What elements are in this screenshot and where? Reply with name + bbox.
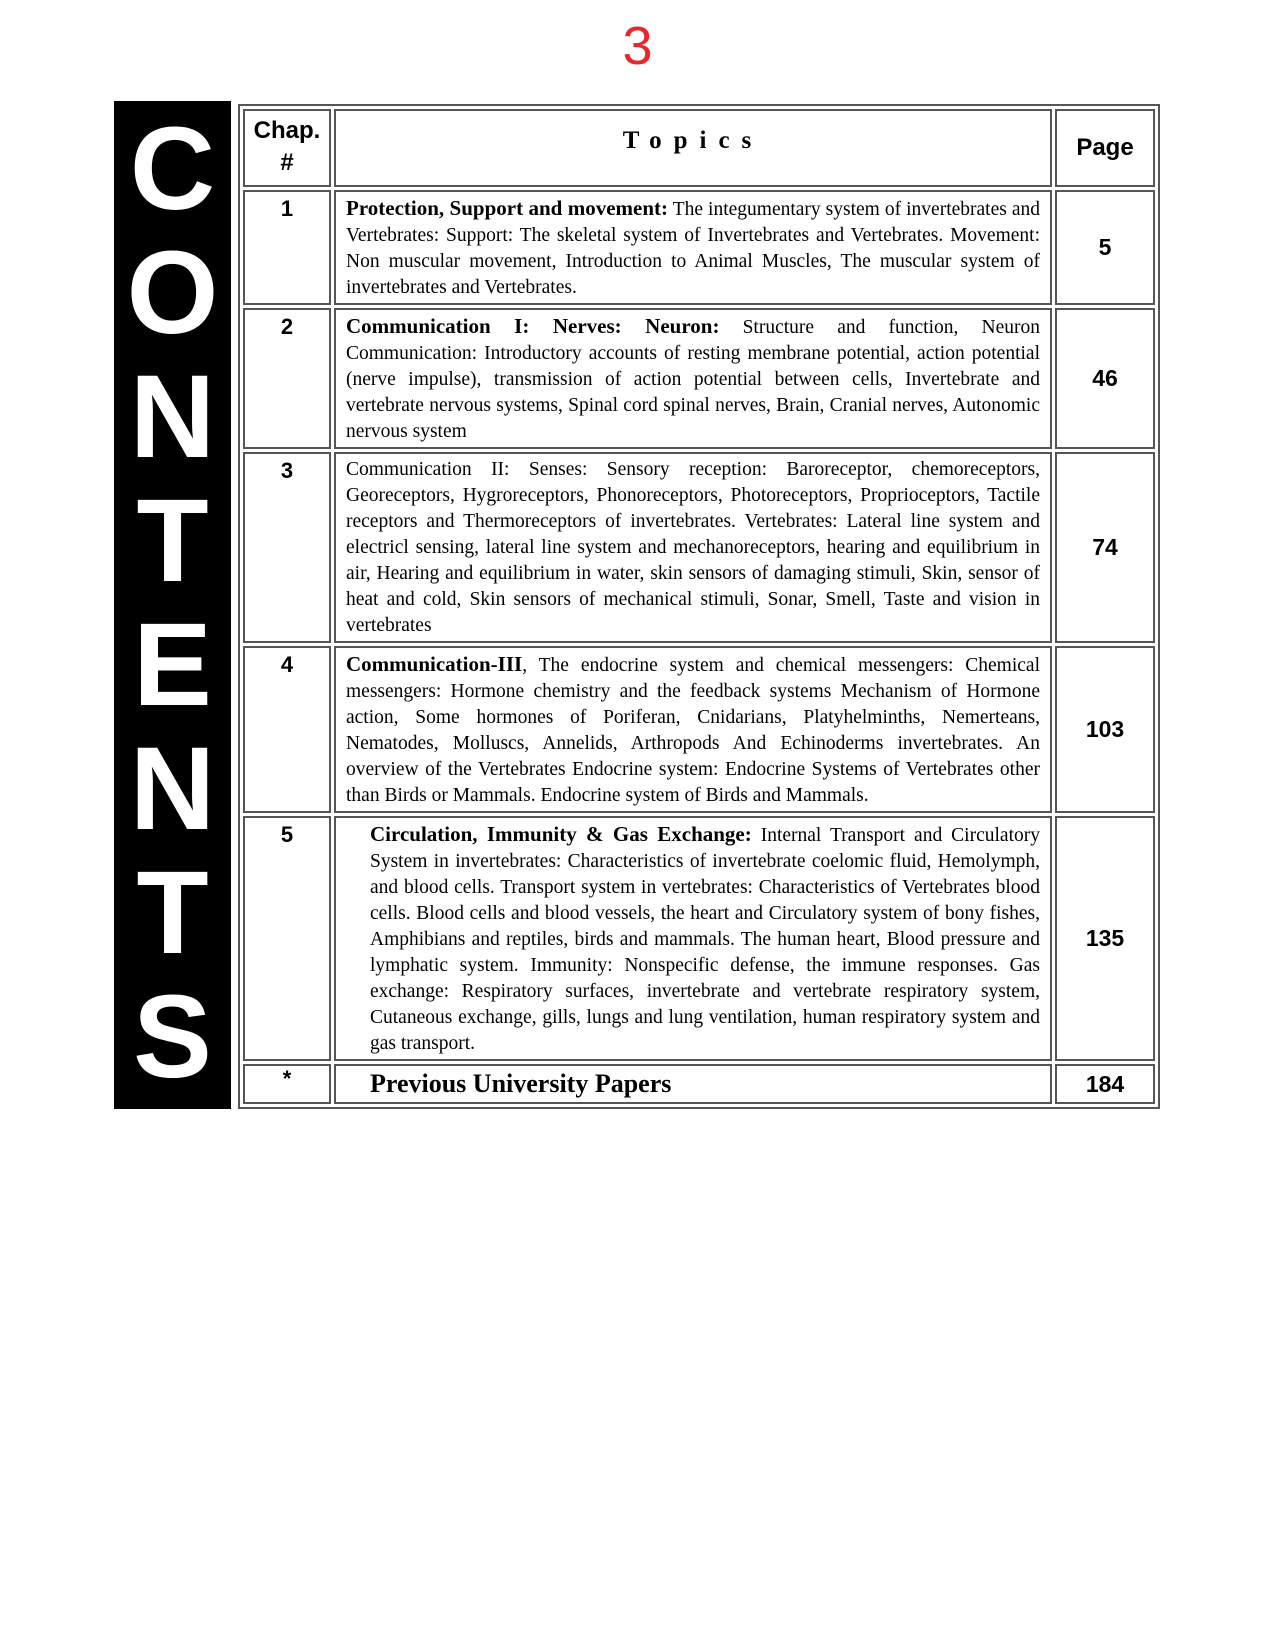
chapter-description: Internal Transport and Circulatory System in invertebrates: Characteristics of invertebrate coelomic fluid, Hemolymph, and blood cells. Transport system in vertebrates: Characteristics of Vertebrates blood cells. Blood cells and blood vessels, the heart and Circulatory system of bony fishes, Amphibians and reptiles, birds and mammals. The human heart, Blood pressure and lymphatic system. Immunity: Nonspecific defense, the immune responses. Gas exchange: Respiratory surfaces, invertebrate and vertebrate respiratory system, Cutaneous exchange, gills, lungs and lung ventilation, human respiratory system and gas transport. (370, 825, 1040, 1054)
table-row (243, 190, 1155, 305)
page-number: 3 (622, 16, 653, 76)
chapter-topics (334, 646, 1052, 813)
page-ref: 46 (1055, 308, 1155, 449)
chapter-number: 4 (243, 646, 331, 813)
page-ref: 135 (1055, 816, 1155, 1061)
contents-table (238, 104, 1160, 1109)
chapter-number: 1 (243, 190, 331, 305)
chapter-title: Circulation, Immunity & Gas Exchange: (370, 822, 752, 846)
chapter-topics (334, 190, 1052, 305)
page-ref: 184 (1055, 1064, 1155, 1104)
page-ref: 103 (1055, 646, 1155, 813)
contents-spine (114, 101, 231, 1109)
chapter-description: , The endocrine system and chemical messengers: Chemical messengers: Hormone chemistry and the feedback systems Mechanism of Hormone action, Some hormones of Poriferan, Cnidarians, Platyhelminths, Nemerteans, Nematodes, Molluscs, Annelids, Arthropods And Echinoderms invertebrates. An overview of the Vertebrates Endocrine system: Endocrine Systems of Vertebrates other than Birds or Mammals. Endocrine system of Birds and Mammals. (346, 655, 1040, 806)
previous-papers-title: Previous University Papers (334, 1064, 1052, 1104)
header-page: Page (1055, 109, 1155, 187)
spine-letter: S (133, 971, 212, 1103)
chapter-title: Communication-III (346, 652, 523, 676)
chapter-topics (334, 452, 1052, 643)
table-row (243, 646, 1155, 813)
page-ref: 5 (1055, 190, 1155, 305)
table-row (243, 1064, 1155, 1104)
table-row (243, 452, 1155, 643)
chapter-title: Protection, Support and movement: (346, 196, 669, 220)
spine-letter: C (129, 103, 216, 235)
spine-letter: O (126, 227, 219, 359)
chapter-topics (334, 816, 1052, 1061)
header-topics: Topics (334, 109, 1052, 187)
table-row (243, 816, 1155, 1061)
chapter-number: 3 (243, 452, 331, 643)
spine-letter: N (129, 723, 216, 855)
chapter-description: The integumentary system of invertebrates and Vertebrates: Support: The skeletal system of Invertebrates and Vertebrates. Movement: Non muscular movement, Introduction to Animal Muscles, The muscular system of invertebrates and Vertebrates. (346, 199, 1041, 298)
table-header-row (243, 109, 1155, 187)
chapter-number: * (243, 1064, 331, 1104)
header-chap: Chap. # (243, 109, 331, 187)
chapter-description: Communication II: Senses: Sensory reception: Baroreceptor, chemoreceptors, Georeceptors, Hygroreceptors, Phonoreceptors, Photoreceptors, Proprioceptors, Tactile receptors and Thermoreceptors of invertebrates. Vertebrates: Lateral line system and electricl sensing, lateral line system and mechanoreceptors, hearing and equilibrium in air, Hearing and equilibrium in water, skin sensors of damaging stimuli, Skin, sensor of heat and cold, Skin sensors of mechanical stimuli, Sonar, Smell, Taste and vision in vertebrates (346, 459, 1040, 636)
spine-letter: E (133, 599, 212, 731)
spine-letter: T (136, 475, 209, 607)
chapter-description: Structure and function, Neuron Communication: Introductory accounts of resting membrane potential, action potential (nerve impulse), transmission of action potential between cells, Invertebrate and vertebrate nervous systems, Spinal cord spinal nerves, Brain, Cranial nerves, Autonomic nervous system (346, 317, 1040, 442)
page-ref: 74 (1055, 452, 1155, 643)
chapter-title: Communication I: Nerves: Neuron: (346, 314, 720, 338)
chapter-topics (334, 308, 1052, 449)
spine-letter: T (136, 847, 209, 979)
table-row (243, 308, 1155, 449)
spine-letter: N (129, 351, 216, 483)
chapter-number: 5 (243, 816, 331, 1061)
chapter-number: 2 (243, 308, 331, 449)
